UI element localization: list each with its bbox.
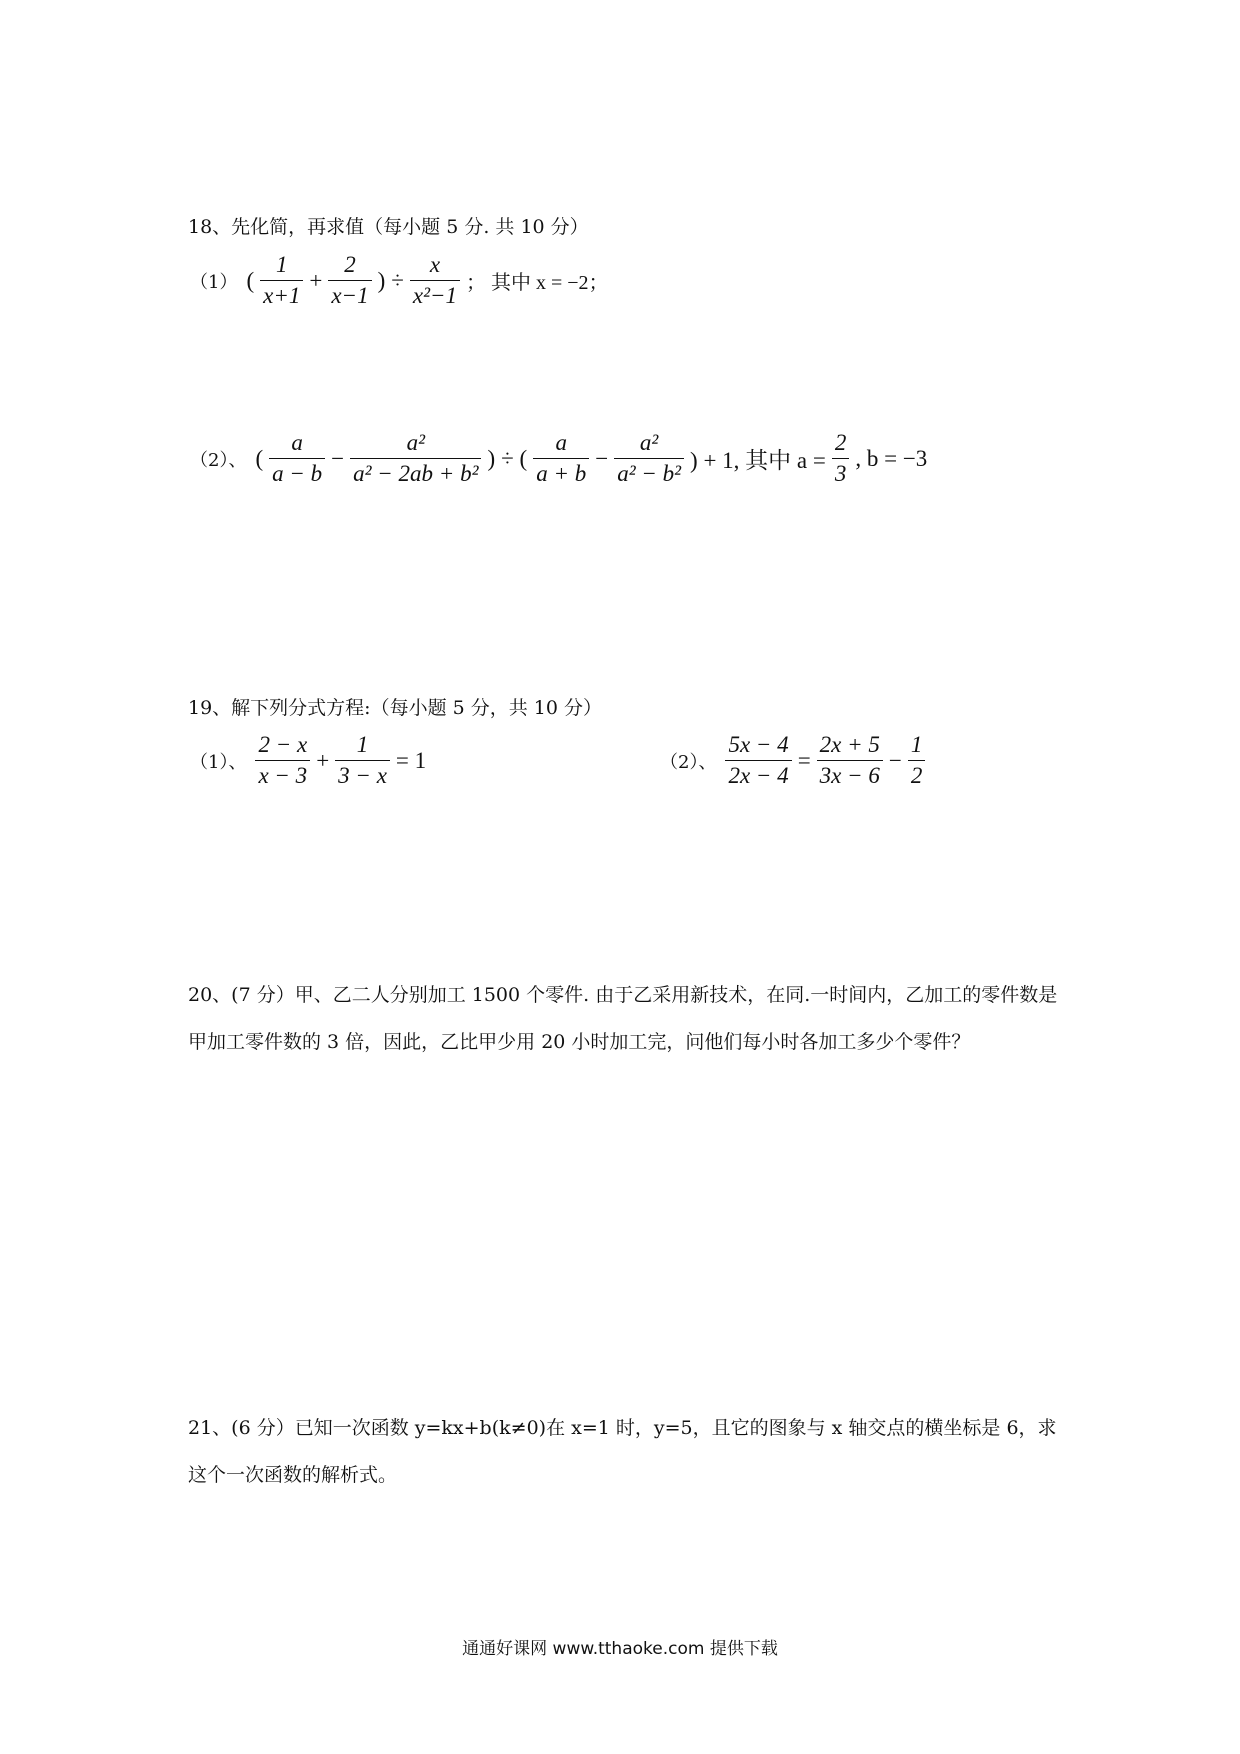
fraction: $\frac{1}{3 - x}$ (335, 732, 390, 789)
fraction: $\frac{2 - x}{x - 3}$ (255, 732, 310, 789)
fraction: $\frac{2}{x-1}$ (328, 252, 371, 309)
fraction: $\frac{2x + 5}{3x - 6}$ (817, 732, 883, 789)
q19-part2-label: （2）、 (660, 751, 717, 773)
q20-text: 20、(7 分）甲、乙二人分别加工 1500 个零件. 由于乙采用新技术，在同.一时间内，乙加工的零件数是甲加工零件数的 3 倍，因此，乙比甲少用 20 小时加工完，问他们每小时各加工多少个零件？ (188, 984, 1058, 1053)
q18-part2-expression: （2）、 ( $\frac{a}{a - b}$ − $\frac{\text{a²}}{\text{a² − 2ab + b²}}$ ) ÷ ( $\frac{a}{a + b}$ − $\frac{\text{a²}}{\text{a² − b²}}$ ) + 1, 其中 a = $\frac{2}{3}$ , b = −3 (190, 430, 928, 486)
q19-part1-label: （1）、 (190, 751, 247, 773)
q18-part1-condition: ； 其中 x = −2； (466, 272, 609, 294)
fraction: $\frac{a}{a - b}$ (269, 430, 325, 487)
q19-part2-equation: （2）、 $\frac{5x - 4}{2x - 4}$ = $\frac{2x + 5}{3x - 6}$ − $\frac{1}{2}$ (660, 732, 928, 789)
fraction: $\frac{2}{3}$ (832, 430, 850, 487)
q21-text: 21、(6 分）已知一次函数 y=kx+b(k≠0)在 x=1 时，y=5，且它的图象与 x 轴交点的横坐标是 6，求这个一次函数的解析式。 (188, 1417, 1057, 1486)
fraction: $\frac{\text{a²}}{\text{a² − 2ab + b²}}$ (350, 430, 481, 487)
q19-part1-equation: （1）、 $\frac{2 - x}{x - 3}$ + $\frac{1}{3 - x}$ = 1 (190, 732, 427, 788)
q18-heading: 18、先化简，再求值（每小题 5 分. 共 10 分） (188, 216, 589, 238)
fraction: $\frac{a}{a + b}$ (533, 430, 589, 487)
fraction: $\frac{\text{a²}}{\text{a² − b²}}$ (614, 430, 684, 487)
q18-part2-label: （2）、 (190, 449, 247, 471)
fraction: $\frac{5x - 4}{2x - 4}$ (725, 732, 791, 789)
page-footer: 通通好课网 www.tthaoke.com 提供下载 (462, 1639, 778, 1659)
fraction: $\frac{1}{x+1}$ (260, 252, 303, 309)
q18-part1-expression: （1） ( $\frac{1}{x+1}$ + $\frac{2}{x-1}$ ) ÷ $\frac{x}{\text{x²−1}}$ ； 其中 x = −2； (190, 252, 609, 308)
q19-heading: 19、解下列分式方程:（每小题 5 分，共 10 分） (188, 697, 603, 719)
q18-part1-label: （1） (190, 271, 238, 293)
fraction: $\frac{x}{\text{x²−1}}$ (410, 252, 460, 309)
fraction: $\frac{1}{2}$ (908, 732, 926, 789)
